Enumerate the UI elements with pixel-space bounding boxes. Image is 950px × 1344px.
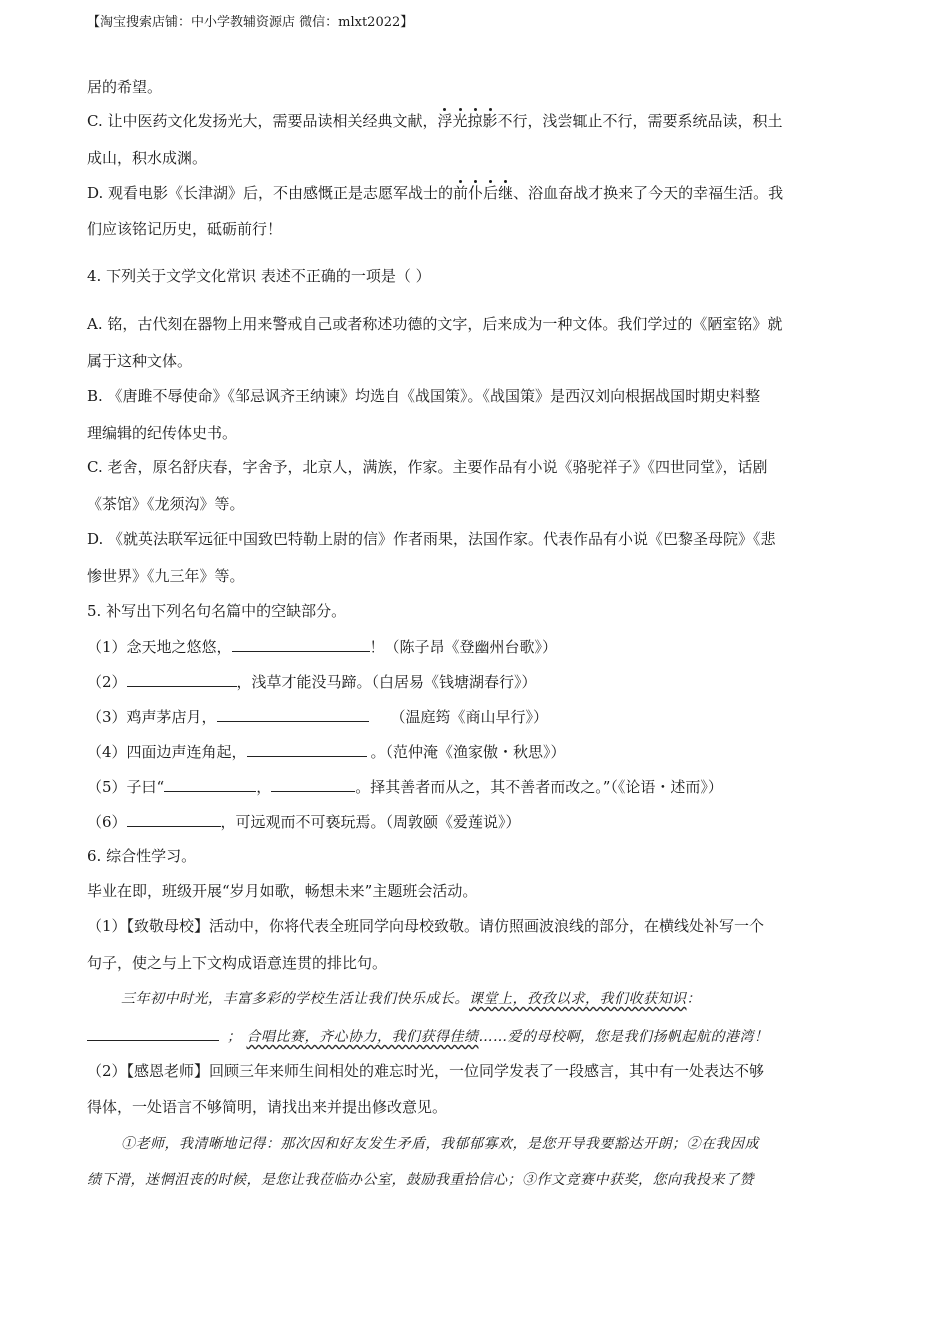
q5-item-3-text: （3）鸡声茅店月， <box>87 708 217 726</box>
q5-stem: 5. 补写出下列名句名篇中的空缺部分。 <box>87 602 347 620</box>
q4-option-d-line2: 惨世界》《九三年》等。 <box>87 567 245 585</box>
q3-d-prefix: D. 观看电影《长津湖》后，不由感慨正是志愿军战士的 <box>87 184 454 202</box>
dotted-char: 光 <box>452 112 468 130</box>
q5-item-2 <box>87 671 537 692</box>
q3-option-d <box>87 183 783 203</box>
q6-part1-line1: （1）【致敬母校】活动中，你将代表全班同学向母校致敬。请仿照画波浪线的部分，在横线处补写一个 <box>87 917 765 935</box>
q3-b-continuation: 居的希望。 <box>87 78 163 96</box>
q3-c-suffix: 不行，浅尝辄止不行，需要系统品读，积土 <box>497 112 783 130</box>
q5-item-5 <box>87 776 723 797</box>
q5-item-3-source: （温庭筠《商山早行》） <box>390 708 549 726</box>
q3-d-continuation: 们应该铭记历史，砥砺前行！ <box>87 220 283 238</box>
wavy-underlined-text: 课堂上，孜孜以求，我们收获知识 <box>469 991 687 1007</box>
dotted-char: 影 <box>482 112 498 130</box>
q5-item-4-text: （4）四面边声连角起， <box>87 743 247 761</box>
passage-text: ……爱的母校啊，您是我们扬帆起航的港湾！ <box>478 1029 769 1045</box>
q6-intro: 毕业在即，班级开展“岁月如歌，畅想未来”主题班会活动。 <box>87 882 478 900</box>
answer-blank[interactable] <box>87 1025 219 1041</box>
dotted-char: 仆 <box>468 184 484 202</box>
answer-blank[interactable] <box>232 636 370 652</box>
q5-item-1-source: ！（陈子昂《登幽州台歌》） <box>369 638 558 656</box>
q5-item-5-text: （5）子曰“ <box>87 778 165 796</box>
q5-item-1-text: （1）念天地之悠悠， <box>87 638 232 656</box>
q4-option-c-line1: C. 老舍，原名舒庆春，字舍予，北京人，满族，作家。主要作品有小说《骆驼祥子》《四世同堂》，话剧 <box>87 458 768 476</box>
q5-item-5-comma: ， <box>256 778 272 796</box>
q3-c-prefix: C. 让中医药文化发扬光大，需要品读相关经典文献， <box>87 112 438 130</box>
passage-text: ： <box>686 991 701 1007</box>
q4-option-c-line2: 《茶馆》《龙须沟》等。 <box>87 495 245 513</box>
q5-item-2-source: ，浅草才能没马蹄。（白居易《钱塘湖春行》） <box>236 673 537 691</box>
q6-passage1-line1 <box>121 989 701 1009</box>
answer-blank[interactable] <box>247 741 367 757</box>
passage-text: 三年初中时光，丰富多彩的学校生活让我们快乐成长。 <box>121 991 469 1007</box>
q5-item-3 <box>87 706 548 727</box>
q6-part2-line1: （2）【感恩老师】回顾三年来师生间相处的难忘时光，一位同学发表了一段感言，其中有一处表达不够 <box>87 1062 765 1080</box>
answer-blank[interactable] <box>127 811 221 827</box>
q6-passage2-line1: ①老师，我清晰地记得：那次因和好友发生矛盾，我郁郁寡欢，是您开导我要豁达开朗；②在我因成 <box>121 1136 759 1152</box>
q3-option-c <box>87 111 783 131</box>
page-header: 【淘宝搜索店铺：中小学教辅资源店 微信：mlxt2022】 <box>87 15 414 30</box>
q5-item-2-text: （2） <box>87 673 127 691</box>
q6-stem: 6. 综合性学习。 <box>87 847 197 865</box>
dotted-char: 掠 <box>467 112 483 130</box>
dotted-char: 后 <box>483 184 499 202</box>
q5-item-6-text: （6） <box>87 813 127 831</box>
q3-c-continuation: 成山，积水成渊。 <box>87 149 208 167</box>
answer-blank[interactable] <box>217 706 369 722</box>
q6-part1-line2: 句子，使之与上下文构成语意连贯的排比句。 <box>87 954 388 972</box>
q5-item-1 <box>87 636 557 657</box>
q5-item-6 <box>87 811 521 832</box>
q4-option-b-line2: 理编辑的纪传体史书。 <box>87 424 238 442</box>
q6-passage2-line2: 绩下滑，迷惘沮丧的时候，是您让我莅临办公室，鼓励我重拾信心；③作文竞赛中获奖，您向我投来了赞 <box>87 1172 754 1188</box>
q5-item-4 <box>87 741 566 762</box>
passage-text: ； <box>227 1029 242 1045</box>
q5-item-4-source: 。（范仲淹《渔家傲・秋思》） <box>370 743 566 761</box>
q4-stem: 4. 下列关于文学文化常识 表述不正确的一项是（ ） <box>87 267 431 285</box>
q4-option-b-line1: B. 《唐雎不辱使命》《邹忌讽齐王纳谏》均选自《战国策》。《战国策》是西汉刘向根据战国时期史料整 <box>87 387 761 405</box>
q6-part2-line2: 得体，一处语言不够简明，请找出来并提出修改意见。 <box>87 1098 448 1116</box>
answer-blank[interactable] <box>164 776 256 792</box>
dotted-char: 浮 <box>437 112 453 130</box>
dotted-char: 前 <box>453 184 469 202</box>
answer-blank[interactable] <box>127 671 237 687</box>
q4-option-d-line1: D. 《就英法联军远征中国致巴特勒上尉的信》作者雨果，法国作家。代表作品有小说《巴黎圣母院》《悲 <box>87 530 776 548</box>
wavy-underlined-text: 合唱比赛，齐心协力，我们获得佳绩 <box>246 1029 479 1045</box>
dotted-char: 继 <box>498 184 514 202</box>
q5-item-6-source: ，可远观而不可亵玩焉。（周敦颐《爱莲说》） <box>220 813 521 831</box>
q4-option-a-line2: 属于这种文体。 <box>87 352 193 370</box>
q5-item-5-source: 。择其善者而从之，其不善者而改之。”（《论语・述而》） <box>355 778 723 796</box>
q4-option-a-line1: A. 铭，古代刻在器物上用来警戒自己或者称述功德的文字，后来成为一种文体。我们学过的《陋室铭》就 <box>87 315 783 333</box>
q6-passage1-line2 <box>87 1025 768 1047</box>
answer-blank[interactable] <box>271 776 355 792</box>
q3-d-suffix: 、浴血奋战才换来了今天的幸福生活。我 <box>513 184 784 202</box>
